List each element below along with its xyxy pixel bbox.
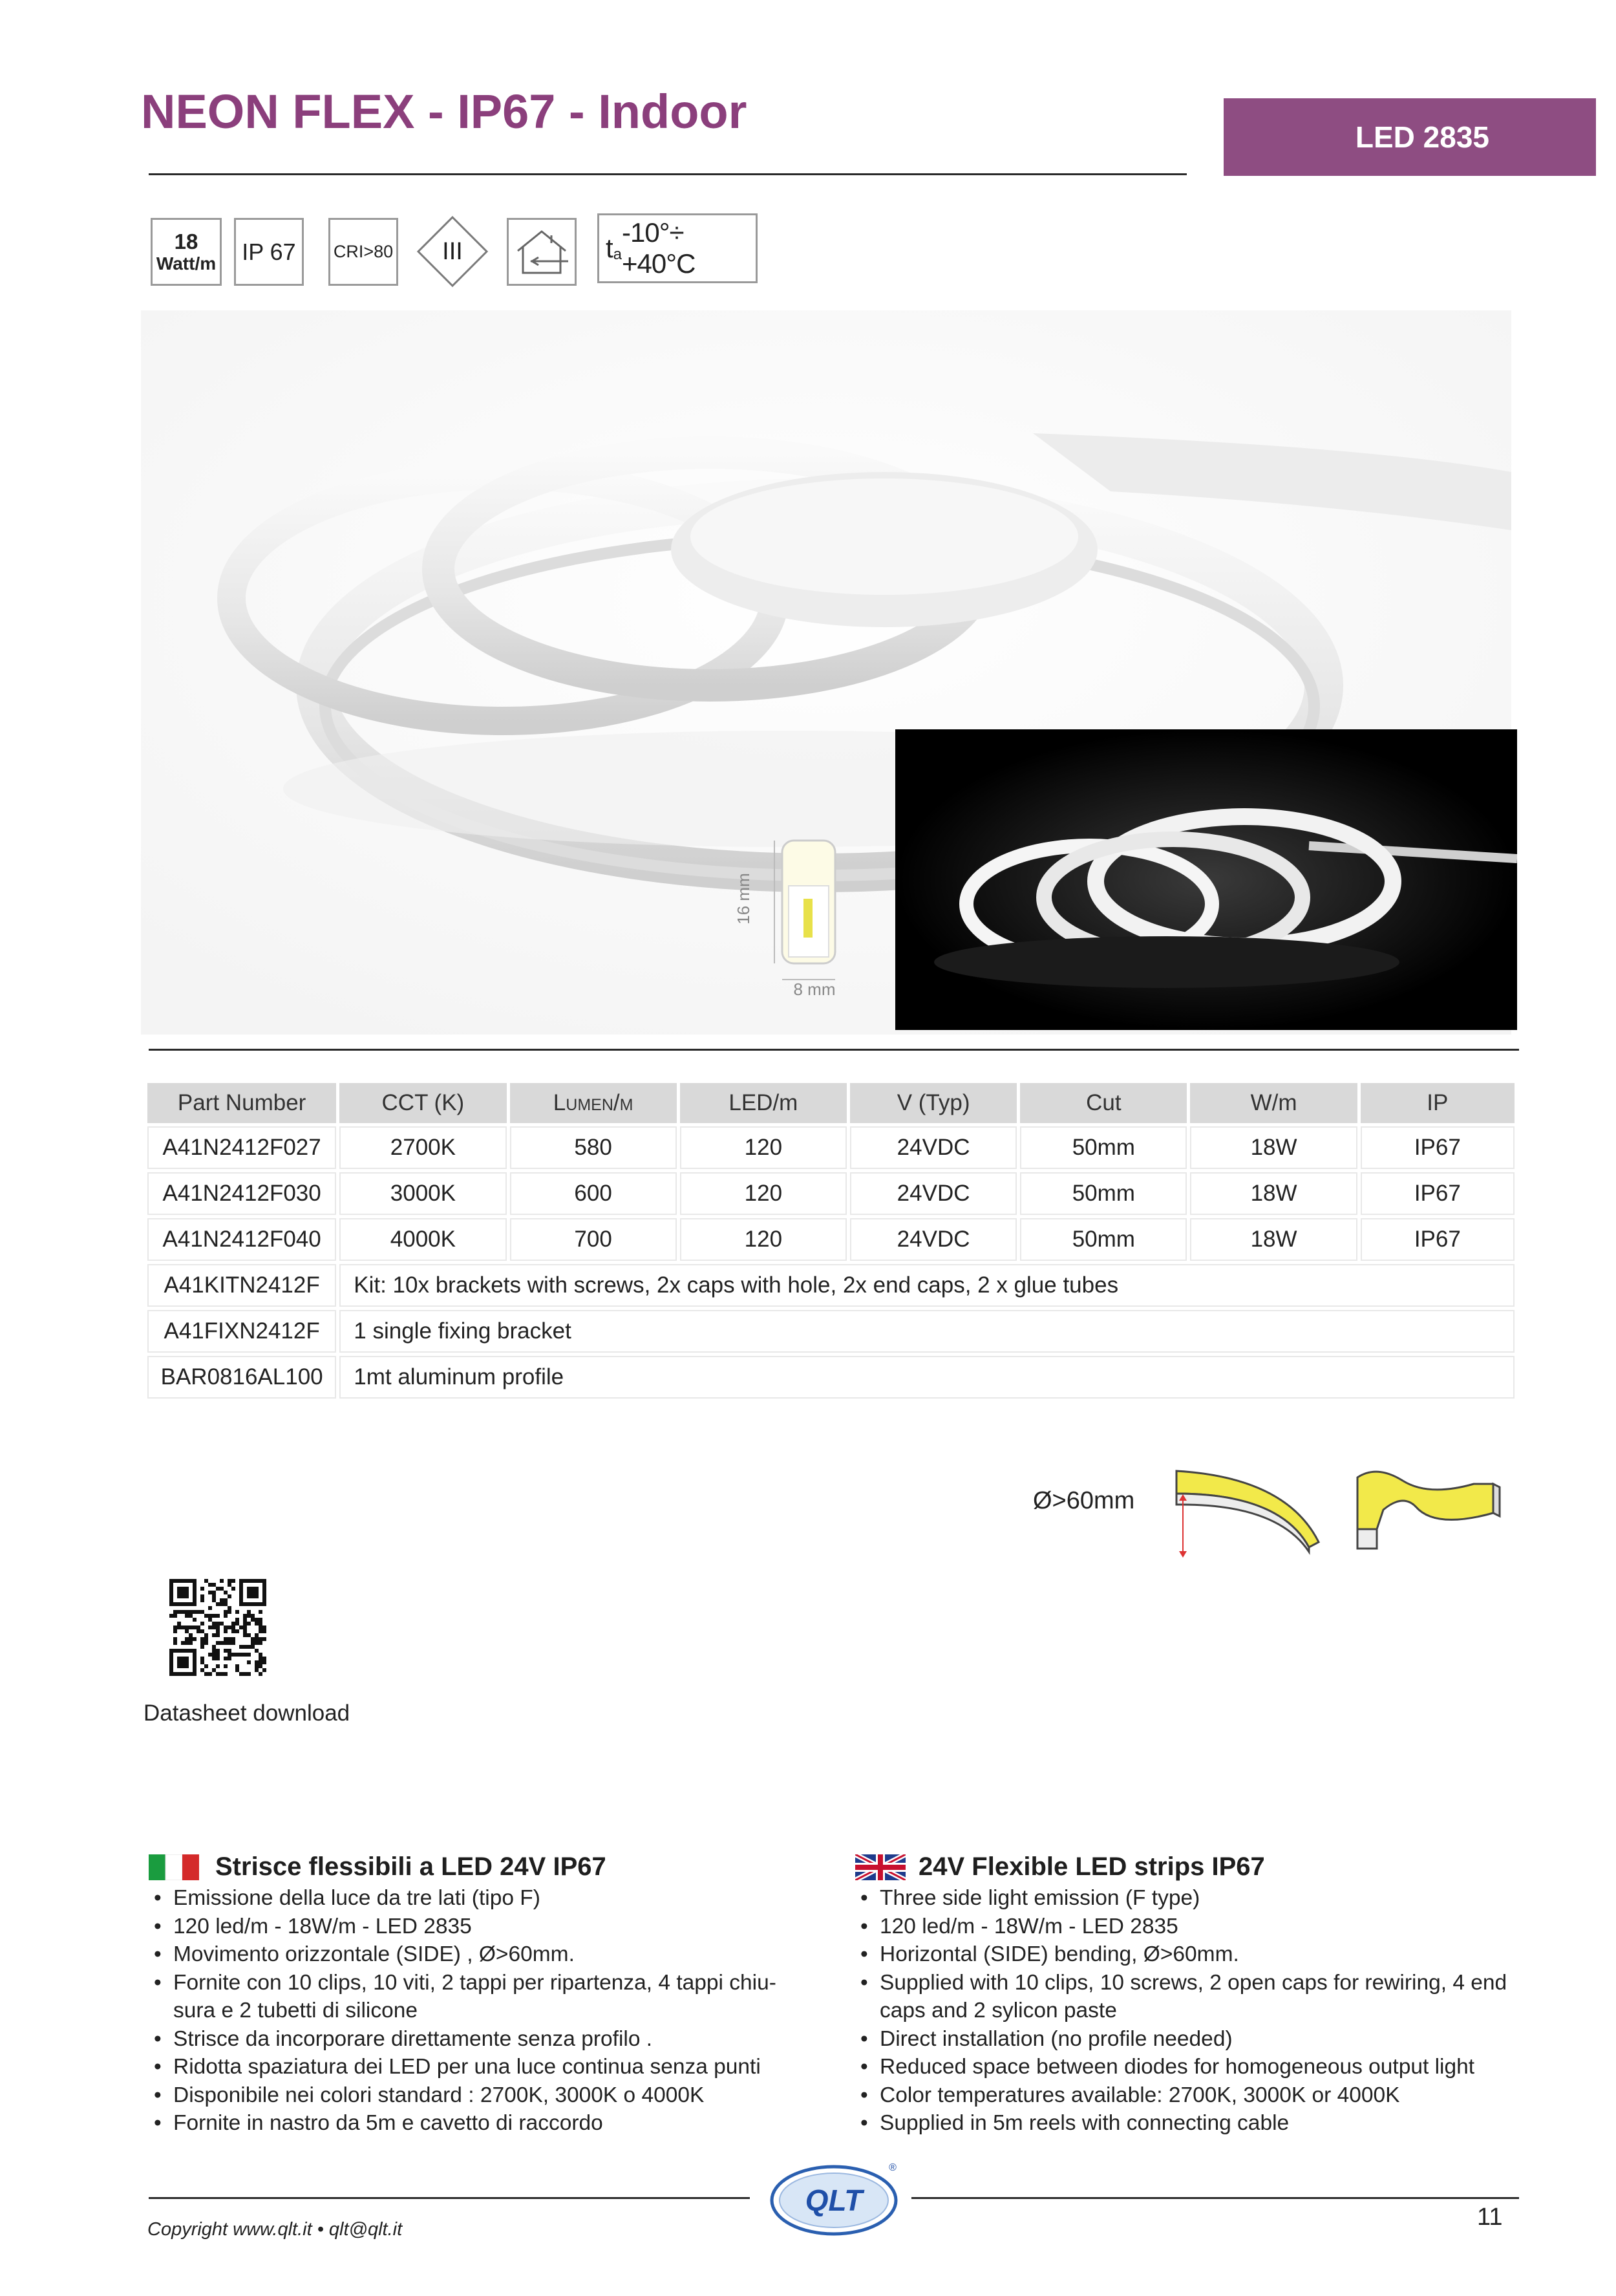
table-row	[147, 1264, 1515, 1307]
watt-unit: Watt/m	[156, 253, 217, 274]
led-type-banner: LED 2835	[1224, 98, 1596, 176]
italy-flag-icon	[149, 1854, 199, 1880]
col-header: Cut	[1020, 1083, 1187, 1123]
list-item: • Strisce da incorporare direttamente senza profilo .	[149, 2025, 814, 2054]
list-item: • Supplied in 5m reels with connecting cable	[855, 2109, 1521, 2138]
qlt-logo	[766, 2156, 905, 2244]
qr-caption: Datasheet download	[144, 1701, 350, 1726]
wattage-badge	[151, 218, 222, 286]
class-iii-label: III	[442, 237, 463, 265]
table-cell: 50mm	[1020, 1218, 1187, 1261]
table-cell: 18W	[1190, 1218, 1357, 1261]
list-item: • 120 led/m - 18W/m - LED 2835	[855, 1913, 1521, 1941]
qlt-logo-icon	[766, 2156, 905, 2244]
table-row	[147, 1172, 1515, 1215]
bending-diagram	[1170, 1458, 1506, 1561]
class-iii-badge	[416, 215, 489, 288]
italian-bullets	[149, 1884, 814, 2138]
list-item: • Fornite con 10 clips, 10 viti, 2 tappi per ripartenza, 4 tappi chiu-sura e 2 tubetti di silicone	[149, 1969, 814, 2025]
english-section	[855, 1852, 1521, 2138]
list-item: • 120 led/m - 18W/m - LED 2835	[149, 1913, 814, 1941]
footer-divider-right	[911, 2197, 1519, 2199]
bend-diameter-label: Ø>60mm	[1033, 1487, 1135, 1514]
list-item: • Reduced space between diodes for homogeneous output light	[855, 2053, 1521, 2081]
table-cell: 1 single fixing bracket	[339, 1310, 1515, 1353]
cri-badge	[328, 218, 398, 286]
italian-heading: Strisce flessibili a LED 24V IP67	[215, 1852, 606, 1881]
list-item: • Horizontal (SIDE) bending, Ø>60mm.	[855, 1940, 1521, 1969]
col-header: W/m	[1190, 1083, 1357, 1123]
ip-badge	[234, 218, 304, 286]
indoor-house-icon	[513, 226, 571, 278]
registered-mark: ®	[889, 2162, 897, 2173]
table-row	[147, 1126, 1515, 1169]
profile-cross-section	[734, 834, 853, 1002]
profile-width-label: 8 mm	[793, 980, 836, 999]
footer-divider-left	[149, 2197, 750, 2199]
list-item: • Emissione della luce da tre lati (tipo F)	[149, 1884, 814, 1913]
table-cell: A41KITN2412F	[147, 1264, 336, 1307]
list-item: • Movimento orizzontale (SIDE) , Ø>60mm.	[149, 1940, 814, 1969]
uk-flag-icon	[855, 1854, 906, 1880]
list-item: • Direct installation (no profile needed)	[855, 2025, 1521, 2054]
table-cell: 50mm	[1020, 1126, 1187, 1169]
page-title: NEON FLEX - IP67 - Indoor	[141, 85, 747, 138]
table-cell: 24VDC	[850, 1218, 1017, 1261]
section-divider	[149, 1049, 1519, 1051]
col-header: Part Number	[147, 1083, 336, 1123]
table-cell: 2700K	[339, 1126, 506, 1169]
qlt-logo-text: QLT	[805, 2183, 863, 2217]
temperature-subscript: a	[613, 246, 622, 263]
italian-section	[149, 1852, 814, 2138]
table-row	[147, 1218, 1515, 1261]
list-item: • Supplied with 10 clips, 10 screws, 2 open caps for rewiring, 4 end caps and 2 sylicon paste	[855, 1969, 1521, 2025]
copyright-text: Copyright www.qlt.it • qlt@qlt.it	[147, 2219, 403, 2240]
watt-value: 18	[174, 229, 198, 253]
table-cell: 120	[680, 1126, 847, 1169]
page-number: 11	[1477, 2204, 1503, 2231]
list-item: • Fornite in nastro da 5m e cavetto di raccordo	[149, 2109, 814, 2138]
english-heading: 24V Flexible LED strips IP67	[919, 1852, 1265, 1881]
col-header: CCT (K)	[339, 1083, 506, 1123]
table-row	[147, 1310, 1515, 1353]
temperature-badge	[597, 213, 758, 283]
table-cell: 580	[510, 1126, 677, 1169]
table-cell: A41N2412F030	[147, 1172, 336, 1215]
table-cell: A41FIXN2412F	[147, 1310, 336, 1353]
table-header-row	[147, 1083, 1515, 1123]
list-item: • Ridotta spaziatura dei LED per una luce continua senza punti	[149, 2053, 814, 2081]
col-header: IP	[1361, 1083, 1515, 1123]
table-cell: 120	[680, 1172, 847, 1215]
table-cell: IP67	[1361, 1126, 1515, 1169]
table-cell: BAR0816AL100	[147, 1356, 336, 1399]
list-item: • Color temperatures available: 2700K, 3000K or 4000K	[855, 2081, 1521, 2110]
temperature-prefix: t	[606, 233, 613, 263]
table-cell: 50mm	[1020, 1172, 1187, 1215]
table-cell: IP67	[1361, 1172, 1515, 1215]
col-header: LED/m	[680, 1083, 847, 1123]
table-cell: 24VDC	[850, 1126, 1017, 1169]
ip-label: IP 67	[242, 238, 296, 265]
table-cell: 4000K	[339, 1218, 506, 1261]
table-cell: IP67	[1361, 1218, 1515, 1261]
list-item: • Three side light emission (F type)	[855, 1884, 1521, 1913]
table-cell: 18W	[1190, 1126, 1357, 1169]
qr-code[interactable]	[169, 1572, 266, 1682]
table-cell: 120	[680, 1218, 847, 1261]
lit-product-photo	[895, 729, 1517, 1030]
profile-height-label: 16 mm	[734, 873, 753, 925]
list-item: • Disponibile nei colori standard : 2700K, 3000K o 4000K	[149, 2081, 814, 2110]
spec-table	[144, 1080, 1518, 1402]
indoor-badge	[507, 218, 577, 286]
table-cell: 18W	[1190, 1172, 1357, 1215]
table-row	[147, 1356, 1515, 1399]
qr-code-icon	[169, 1572, 266, 1682]
col-header: Lumen/m	[510, 1083, 677, 1123]
english-bullets	[855, 1884, 1521, 2138]
table-cell: 600	[510, 1172, 677, 1215]
cri-label: CRI>80	[333, 242, 394, 261]
lit-neon-coil-image	[895, 729, 1517, 1030]
table-cell: 3000K	[339, 1172, 506, 1215]
table-cell: A41N2412F027	[147, 1126, 336, 1169]
col-header: V (Typ)	[850, 1083, 1017, 1123]
table-cell: 1mt aluminum profile	[339, 1356, 1515, 1399]
temperature-range: -10°÷ +40°C	[622, 217, 696, 279]
side-bend-illustration	[1170, 1458, 1506, 1561]
table-cell: 700	[510, 1218, 677, 1261]
table-cell: 24VDC	[850, 1172, 1017, 1215]
title-divider	[149, 173, 1187, 175]
table-cell: A41N2412F040	[147, 1218, 336, 1261]
table-cell: Kit: 10x brackets with screws, 2x caps with hole, 2x end caps, 2 x glue tubes	[339, 1264, 1515, 1307]
spec-table-container	[144, 1080, 1518, 1402]
